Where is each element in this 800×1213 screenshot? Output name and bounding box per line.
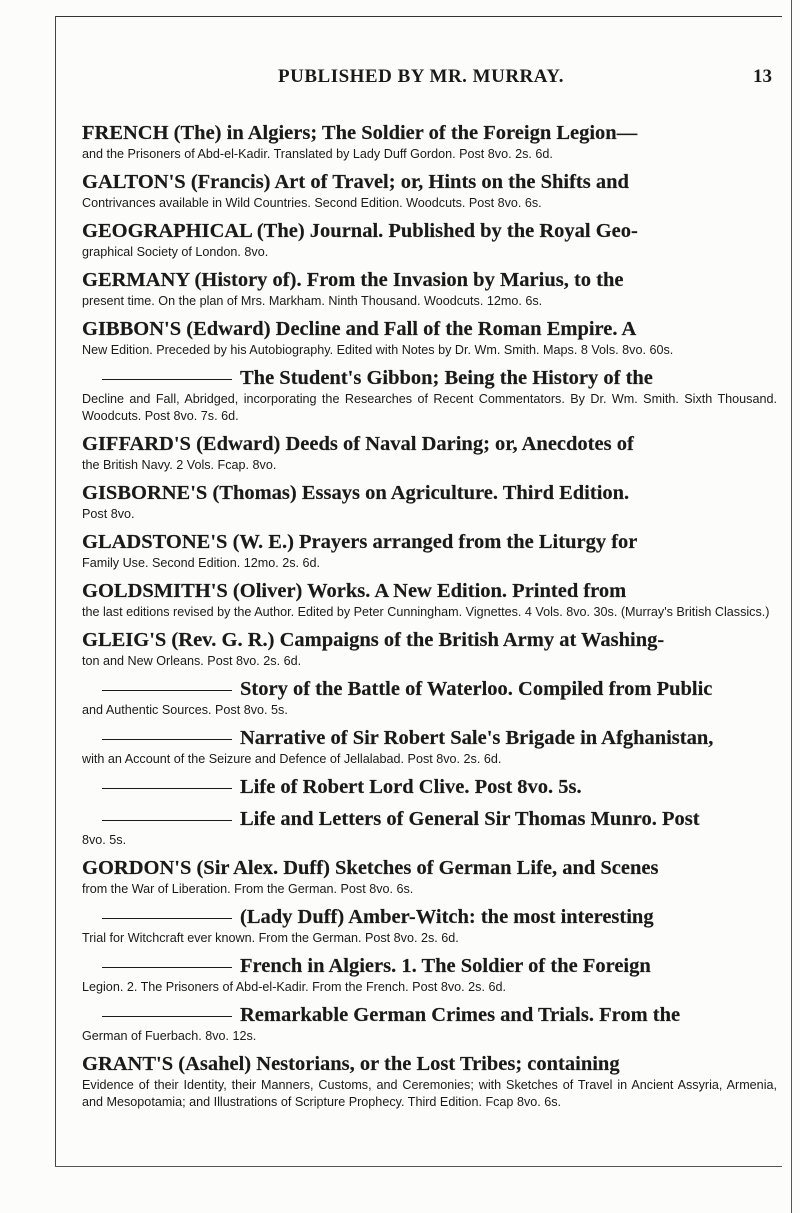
entry-details: and the Prisoners of Abd-el-Kadir. Translated by Lady Duff Gordon. Post 8vo. 2s. 6d. [82, 147, 553, 161]
entry-heading: GERMANY (History of). From the Invasion by Marius, to the [82, 269, 624, 291]
entry-heading [82, 806, 777, 832]
entry-details: the British Navy. 2 Vols. Fcap. 8vo. [82, 458, 277, 472]
entry-details: with an Account of the Seizure and Defence of Jellalabad. Post 8vo. 2s. 6d. [82, 752, 502, 766]
entry-details: from the War of Liberation. From the German. Post 8vo. 6s. [82, 882, 414, 896]
ditto-dash [102, 820, 232, 821]
frame-rule-top [55, 16, 782, 17]
catalogue-entry [82, 855, 777, 898]
catalogue-entry [82, 267, 777, 310]
ditto-dash [102, 1016, 232, 1017]
entry-heading: GEOGRAPHICAL (The) Journal. Published by the Royal Geo- [82, 220, 638, 242]
entry-details: the last editions revised by the Author. Edited by Peter Cunningham. Vignettes. 4 Vols. 8vo. 30s. (Murray's British Classics.) [82, 605, 770, 619]
entry-heading-text: Remarkable German Crimes and Trials. From the [240, 1004, 681, 1026]
catalogue-entry [82, 953, 777, 996]
entry-heading [82, 953, 777, 979]
entry-heading-text: Life and Letters of General Sir Thomas Munro. Post [240, 808, 700, 830]
entry-details: Decline and Fall, Abridged, incorporating the Researches of Recent Commentators. By Dr. Wm. Smith. Sixth Thousand. Woodcuts. Post 8vo. 7s. 6d. [82, 392, 777, 423]
frame-rule-right [791, 0, 792, 1213]
frame-rule-bottom [55, 1166, 782, 1167]
entry-heading: GRANT'S (Asahel) Nestorians, or the Lost Tribes; containing [82, 1053, 620, 1075]
catalogue-entry [82, 578, 777, 621]
catalogue-entry [82, 480, 777, 523]
entry-details: Post 8vo. [82, 507, 135, 521]
catalogue-entry [82, 627, 777, 670]
ditto-dash [102, 967, 232, 968]
catalogue-entry [82, 316, 777, 359]
catalogue-entry [82, 725, 777, 768]
entry-details: Family Use. Second Edition. 12mo. 2s. 6d. [82, 556, 320, 570]
entry-heading [82, 1002, 777, 1028]
entry-heading: GORDON'S (Sir Alex. Duff) Sketches of German Life, and Scenes [82, 857, 659, 879]
entry-details: 8vo. 5s. [82, 833, 127, 847]
entry-details: New Edition. Preceded by his Autobiography. Edited with Notes by Dr. Wm. Smith. Maps. 8 Vols. 8vo. 60s. [82, 343, 674, 357]
entry-details: and Authentic Sources. Post 8vo. 5s. [82, 703, 288, 717]
catalogue-entry [82, 169, 777, 212]
catalogue-entry [82, 676, 777, 719]
entry-heading: GLADSTONE'S (W. E.) Prayers arranged from the Liturgy for [82, 531, 638, 553]
catalogue-entry [82, 120, 777, 163]
catalogue-entry [82, 529, 777, 572]
entry-details: Evidence of their Identity, their Manners, Customs, and Ceremonies; with Sketches of Travel in Ancient Assyria, Armenia, and Mesopotamia; and Illustrations of Scripture Prophecy. Third Edition. Fcap 8vo. 6s. [82, 1078, 777, 1109]
entry-heading [82, 365, 777, 391]
entry-heading: GIBBON'S (Edward) Decline and Fall of the Roman Empire. A [82, 318, 637, 340]
catalogue-entry [82, 1051, 777, 1111]
entry-heading: GLEIG'S (Rev. G. R.) Campaigns of the British Army at Washing- [82, 629, 665, 651]
entry-details: Legion. 2. The Prisoners of Abd-el-Kadir. From the French. Post 8vo. 2s. 6d. [82, 980, 506, 994]
entry-heading: GALTON'S (Francis) Art of Travel; or, Hints on the Shifts and [82, 171, 629, 193]
entry-details: Contrivances available in Wild Countries. Second Edition. Woodcuts. Post 8vo. 6s. [82, 196, 542, 210]
entry-details: Trial for Witchcraft ever known. From the German. Post 8vo. 2s. 6d. [82, 931, 459, 945]
ditto-dash [102, 788, 232, 789]
catalogue-entry [82, 218, 777, 261]
ditto-dash [102, 379, 232, 380]
entry-heading [82, 676, 777, 702]
entry-heading: GISBORNE'S (Thomas) Essays on Agriculture. Third Edition. [82, 482, 630, 504]
page-number: 13 [753, 66, 772, 87]
catalogue-entry [82, 365, 777, 425]
ditto-dash [102, 918, 232, 919]
entry-heading-text: Narrative of Sir Robert Sale's Brigade in Afghanistan, [240, 727, 714, 749]
entry-details: German of Fuerbach. 8vo. 12s. [82, 1029, 257, 1043]
entry-heading [82, 774, 777, 800]
running-header [70, 64, 772, 90]
entry-heading-text: The Student's Gibbon; Being the History of the [240, 367, 653, 389]
entry-heading-text: (Lady Duff) Amber-Witch: the most interesting [240, 906, 654, 928]
entry-heading: GOLDSMITH'S (Oliver) Works. A New Edition. Printed from [82, 580, 627, 602]
entry-heading [82, 904, 777, 930]
entry-details: present time. On the plan of Mrs. Markham. Ninth Thousand. Woodcuts. 12mo. 6s. [82, 294, 543, 308]
entry-heading-text: Story of the Battle of Waterloo. Compiled from Public [240, 678, 713, 700]
ditto-dash [102, 690, 232, 691]
entry-heading-text: French in Algiers. 1. The Soldier of the Foreign [240, 955, 651, 977]
catalogue-entries [82, 120, 777, 1117]
entry-heading-text: Life of Robert Lord Clive. Post 8vo. 5s. [240, 776, 582, 798]
entry-heading [82, 725, 777, 751]
entry-details: graphical Society of London. 8vo. [82, 245, 269, 259]
entry-details: ton and New Orleans. Post 8vo. 2s. 6d. [82, 654, 302, 668]
running-title: PUBLISHED BY MR. MURRAY. [278, 66, 564, 87]
entry-heading: FRENCH (The) in Algiers; The Soldier of the Foreign Legion— [82, 122, 638, 144]
frame-rule-left [55, 16, 56, 1166]
entry-heading: GIFFARD'S (Edward) Deeds of Naval Daring; or, Anecdotes of [82, 433, 634, 455]
catalogue-entry [82, 904, 777, 947]
catalogue-entry [82, 774, 777, 800]
ditto-dash [102, 739, 232, 740]
catalogue-entry [82, 1002, 777, 1045]
catalogue-entry [82, 806, 777, 849]
catalogue-entry [82, 431, 777, 474]
